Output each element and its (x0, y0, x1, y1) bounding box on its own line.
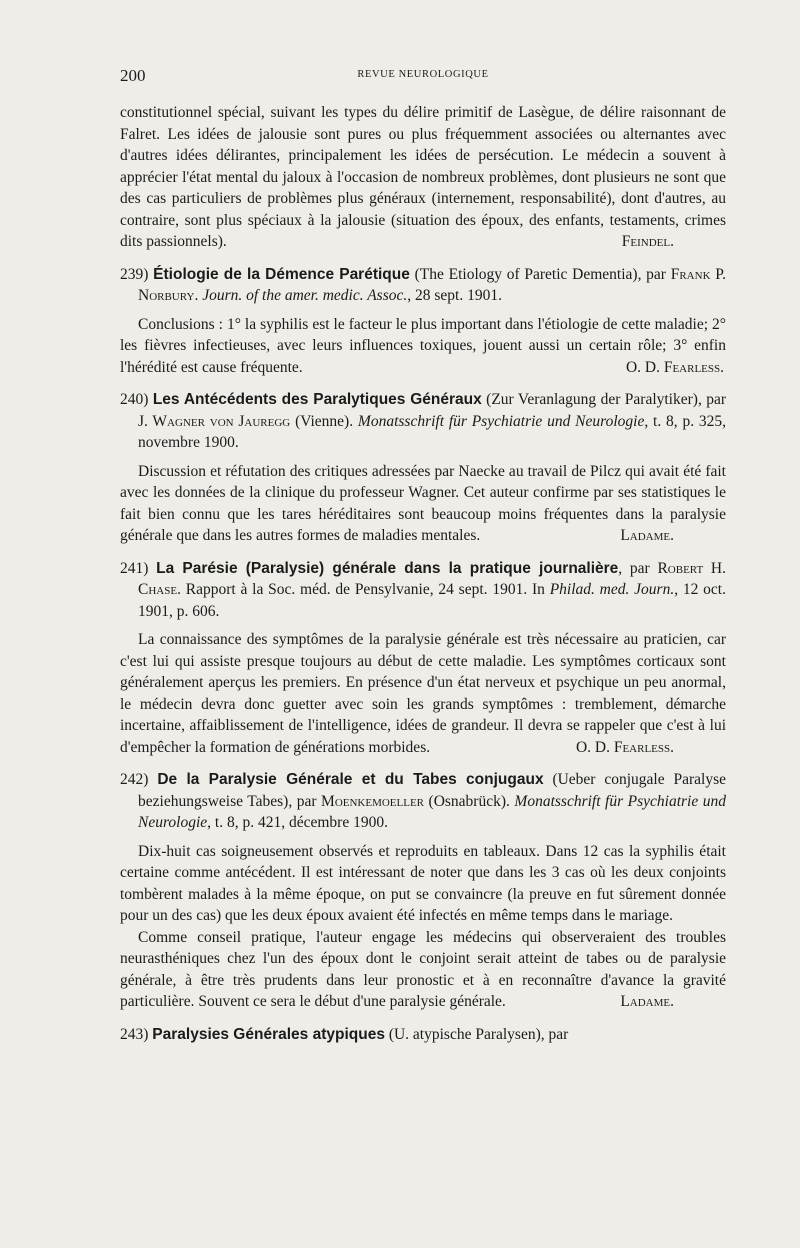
entry-reference: , 12 oct. 1901, p. 606. (138, 581, 726, 620)
entry-body (120, 927, 726, 1013)
entry-reference: , t. 8, p. 421, décembre 1900. (207, 814, 388, 831)
page-number: 200 (120, 66, 146, 85)
entry-body-text: Comme conseil pratique, l'auteur engage les médecins qui observeraient des troubles neurasthéniques chez l'un des époux dont le conjoint serait atteint de tabes ou de paralysie générale, à être très prudents dans leur pronostic et à en reconnaître d'avance la gravité particulière. Souvent ce sera le début d'une paralysie générale. (120, 928, 726, 1010)
running-title: REVUE NEUROLOGIQUE (357, 69, 489, 80)
signature: Feindel. (621, 233, 674, 250)
entry-title: La Parésie (Paralysie) générale dans la pratique journalière (156, 559, 619, 577)
text-column (120, 102, 726, 1045)
signature: Ladame. (620, 527, 674, 544)
entry-author: Robert H. Chase (138, 559, 726, 598)
entry-journal: Monatsschrift für Psychiatrie und Neurologie (357, 412, 645, 430)
entry-original-title: , par (618, 559, 658, 577)
entry-heading (120, 558, 726, 623)
entry-reference: , 28 sept. 1901. (407, 287, 502, 304)
entry-body: Dix-huit cas soigneusement observés et reproduits en tableaux. Dans 12 cas la syphilis était certaine comme antécédent. Il est intéressant de noter que dans les 3 cas où les deux conjoints tombèrent malades à la même époque, on put se convaincre (la preuve en fut sûrement donnée pour un des cas) que les deux époux avaient été infectés en même temps dans le mariage. (120, 842, 726, 924)
entry-number: 242) (120, 771, 149, 788)
intro-text: constitutionnel spécial, suivant les types du délire primitif de Lasègue, de délire raisonnant de Falret. Les idées de jalousie sont pures ou plus fréquemment associées ou alternantes avec d'autres idées délirantes, principalement les idées de persécution. Le médecin a souvent à apprécier l'état mental du jaloux à l'occasion de nombreux problèmes, dont plusieurs ne sont que des cas particuliers de problèmes plus généraux (internement, responsabilité), dont d'autres, au contraire, sont plus spéciaux à la jalousie (situation des époux, des enfants, testaments, crimes dits passionnels). (120, 104, 726, 250)
entry-reference: , t. 8, p. 325, novembre 1900. (138, 412, 726, 451)
entry-body-text: Discussion et réfutation des critiques adressées par Naecke au travail de Pilcz qui avait été fait avec les données de la clinique du professeur Wagner. Cet auteur confirme par ses statistiques le fait bien connu que les tares héréditaires sont beaucoup moins fréquentes dans la paralysie générale que dans les autres formes de maladies mentales. (120, 462, 726, 544)
entry-number: 241) (120, 559, 149, 577)
entry-author: Moenkemoeller (321, 792, 425, 810)
entry-number: 239) (120, 265, 149, 283)
entry-separator: (Osnabrück). (424, 792, 515, 810)
entry-original-title: (Ueber conjugale Paralyse beziehungsweise Tabes), par (138, 771, 727, 810)
signature: O. D. Fearless. (575, 738, 674, 756)
entry-separator: . (194, 287, 203, 304)
entry-separator: . Rapport à la Soc. méd. de Pensylvanie, 24 sept. 1901. In (177, 581, 550, 598)
entry-body (120, 629, 726, 758)
entry-author: J. Wagner von Jauregg (138, 412, 291, 430)
entry-heading (120, 389, 726, 454)
entry-heading (120, 1024, 726, 1046)
entry-number: 240) (120, 391, 149, 408)
entry-journal: Monatsschrift für Psychiatrie und Neurologie (138, 792, 726, 831)
entry-separator: (Vienne). (290, 412, 358, 430)
signature: O. D. Fearless. (625, 358, 724, 376)
entry-number: 243) (120, 1025, 149, 1043)
entry-journal: Philad. med. Journ. (549, 581, 675, 598)
entry-original-title: (The Etiology of Paretic Dementia), par (409, 265, 671, 283)
entry-title: De la Paralysie Générale et du Tabes conjugaux (157, 771, 544, 788)
signature: Ladame. (620, 993, 674, 1010)
entry-body (120, 314, 726, 379)
entry-title: Étiologie de la Démence Parétique (153, 265, 410, 283)
entry-author: Frank P. Norbury (138, 265, 727, 304)
intro-paragraph (120, 102, 726, 253)
entry-original-title: (U. atypische Paralysen), par (384, 1025, 569, 1043)
entry-title: Les Antécédents des Paralytiques Généraux (152, 391, 482, 408)
entry-journal: Journ. of the amer. medic. Assoc. (202, 287, 408, 304)
entry-body-text: Conclusions : 1° la syphilis est le facteur le plus important dans l'étiologie de cette maladie; 2° les fièvres infectieuses, avec leurs influences toxiques, jouent aussi un certain rôle; 3° enfin l'hérédité est cause fréquente. (120, 315, 726, 376)
entry-heading (120, 264, 726, 307)
entry-original-title: (Zur Veranlagung der Paralytiker), par (481, 391, 727, 408)
entry-body-text: La connaissance des symptômes de la paralysie générale est très nécessaire au praticien, car c'est lui qui assiste presque toujours au début de cette maladie. Les symptômes corticaux sont généralement aperçus les premiers. En présence d'un état nerveux et psychique un peu anormal, le médecin devra donc guetter avec soin les grands symptômes : tremblement, démarche incertaine, affaiblissement de l'intelligence, idées de grandeur. Il devra se rappeler que c'est à lui d'empêcher la formation de générations morbides. (120, 631, 726, 756)
entry-heading (120, 769, 726, 834)
page-header (120, 66, 726, 88)
entry-body (120, 461, 726, 547)
entry-title: Paralysies Générales atypiques (152, 1025, 385, 1043)
